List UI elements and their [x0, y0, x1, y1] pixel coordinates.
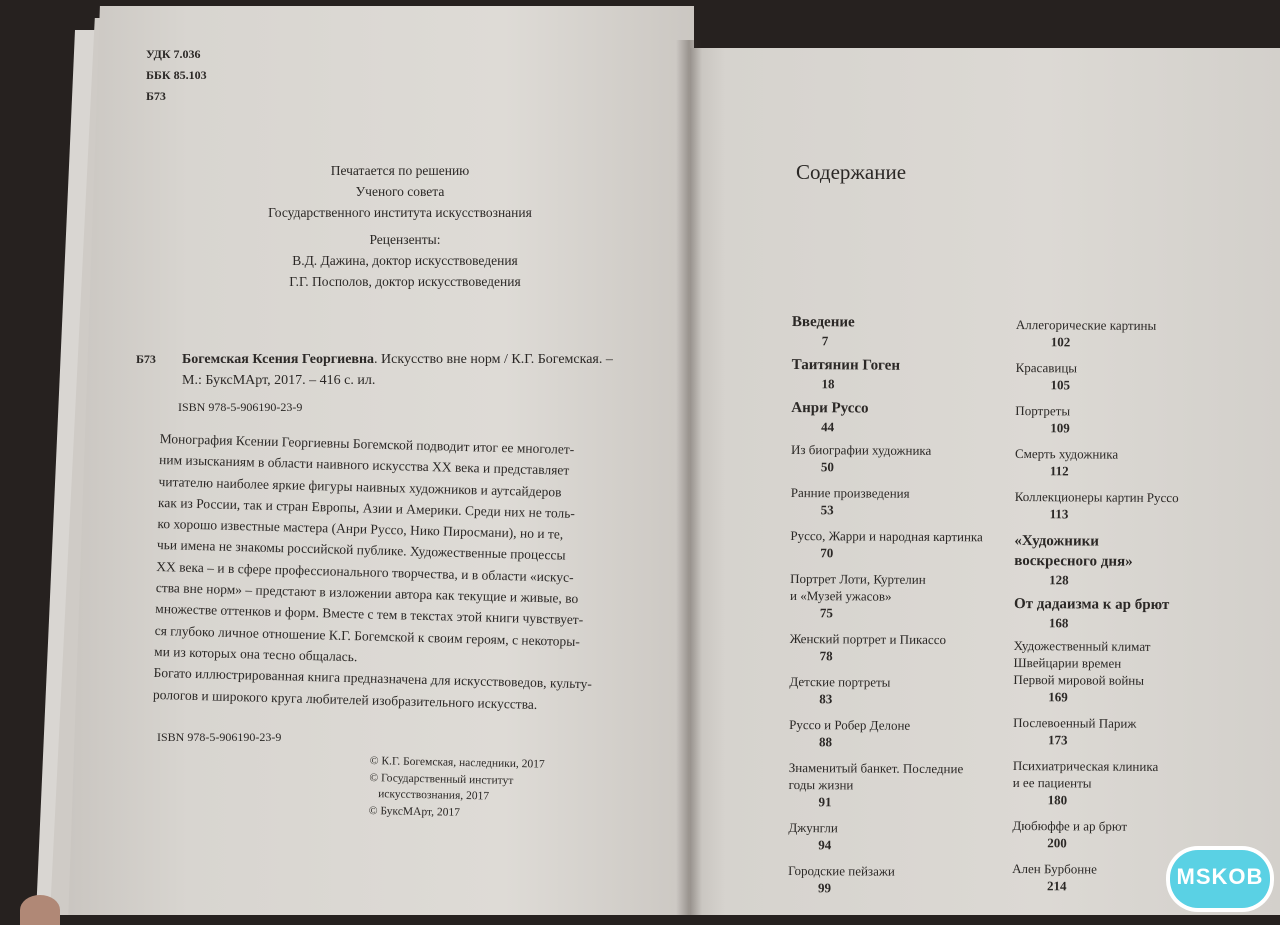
annotation-line: как из России, так и стран Европы, Азии и Америки. Среди них не толь- — [157, 494, 576, 521]
classification-codes — [146, 44, 207, 107]
reviewers-block — [240, 229, 570, 292]
toc-entry — [1012, 860, 1097, 895]
author-sign: Б73 — [146, 89, 166, 103]
toc-entry — [791, 398, 868, 436]
toc-entry — [1015, 359, 1077, 393]
toc-entry-label: Красавицы — [1015, 359, 1078, 376]
annotation-line: ства вне норм» – предстают в изложении автора как текущие и живые, во — [155, 580, 579, 607]
reviewer-line: Г.Г. Посполов, доктор искусствоведения — [289, 274, 521, 289]
toc-entry-label: Портрет Лоти, Куртелин — [790, 570, 926, 587]
approval-note — [250, 160, 550, 223]
toc-entry — [1015, 402, 1070, 436]
watermark-badge — [1170, 850, 1270, 908]
toc-entry-page: 169 — [1048, 689, 1068, 705]
toc-entry-page: 44 — [821, 419, 835, 435]
toc-entry-page: 109 — [1050, 420, 1070, 436]
toc-entry-page: 53 — [820, 502, 834, 518]
toc-entry-page: 94 — [818, 837, 832, 853]
toc-entry — [789, 673, 890, 708]
toc-entry — [1015, 488, 1179, 523]
toc-entry — [792, 312, 855, 349]
toc-entry-page: 50 — [820, 459, 834, 475]
toc-entry-label: Руссо, Жарри и народная картинка — [790, 527, 983, 545]
toc-entry-page: 91 — [818, 794, 832, 810]
toc-entry-page: 168 — [1048, 615, 1069, 631]
toc-entry-page: 99 — [817, 880, 832, 896]
toc-entry-page: 180 — [1047, 792, 1068, 808]
toc-entry-label: Женский портрет и Пикассо — [789, 630, 947, 648]
copyright-line: © БуксМАрт, 2017 — [368, 804, 461, 819]
toc-entry-label: и «Музей ужасов» — [789, 587, 892, 604]
toc-entry-page: 128 — [1049, 572, 1069, 588]
toc-entry — [1015, 445, 1118, 480]
toc-entry-page: 113 — [1049, 506, 1069, 522]
toc-entry-label: и ее пациенты — [1012, 774, 1092, 791]
annotation — [153, 428, 598, 716]
approval-line: Государственного института искусствознания — [268, 205, 532, 220]
toc-entry — [791, 484, 910, 519]
toc-entry — [1014, 594, 1170, 632]
reviewers-title: Рецензенты: — [369, 232, 441, 247]
annotation-line: рологов и широкого круга любителей изобразительного искусства. — [152, 686, 538, 712]
toc-entry-label: Джунгли — [788, 819, 838, 836]
bibliographic-record — [182, 349, 613, 391]
isbn-bottom: ISBN 978-5-906190-23-9 — [157, 730, 282, 744]
toc-entry-label: Ранние произведения — [790, 484, 910, 501]
annotation-line: множестве оттенков и форм. Вместе с тем в текстах этой книги чувствует- — [155, 601, 584, 628]
toc-entry — [790, 527, 983, 562]
copyright-line: искусствознания, 2017 — [378, 788, 490, 803]
toc-entry-label: годы жизни — [788, 776, 854, 793]
annotation-line: Богато иллюстрированная книга предназначена для искусствоведов, культу- — [153, 665, 593, 692]
toc-entry-page: 112 — [1049, 463, 1069, 479]
toc-entry — [1012, 817, 1127, 852]
toc-entry-page: 105 — [1050, 377, 1071, 393]
toc-entry-label: Первой мировой войны — [1013, 671, 1145, 688]
toc-entry-label: Портреты — [1015, 402, 1071, 419]
thumb — [20, 895, 60, 925]
toc-entry-page: 70 — [820, 545, 834, 561]
biblio-author: Богемская Ксения Георгиевна — [182, 352, 375, 367]
toc-entry-label: Таитянин Гоген — [791, 356, 901, 374]
toc-entry — [1013, 637, 1150, 706]
toc-entry — [791, 441, 932, 476]
copyright-line: © К.Г. Богемская, наследники, 2017 — [369, 754, 545, 771]
toc-entry-label: «Художники — [1014, 532, 1099, 550]
annotation-line: XX века – и в сфере профессионального творчества, и в области «искус- — [156, 558, 574, 585]
toc-title: Содержание — [796, 160, 907, 184]
toc-entry-label: Ален Бурбонне — [1012, 860, 1097, 877]
toc-entry-label: Смерть художника — [1014, 445, 1119, 462]
toc-entry — [790, 570, 926, 622]
toc-entry-label: Знаменитый банкет. Последние — [788, 759, 964, 777]
toc-entry — [1016, 316, 1157, 351]
toc-entry-page: 78 — [819, 648, 833, 664]
toc-entry-label: Психиатрическая клиника — [1012, 757, 1159, 775]
copyright-line: © Государственный институт — [369, 771, 514, 787]
bbk-code: ББК 85.103 — [146, 68, 207, 82]
toc-entry-page: 200 — [1047, 835, 1067, 851]
toc-entry-label: Из биографии художника — [790, 441, 932, 458]
annotation-line: чьи имена не знакомы российской публике. Художественные процессы — [156, 537, 566, 564]
toc-entry — [789, 759, 964, 811]
toc-entry-page: 102 — [1050, 334, 1071, 350]
toc-entry-label: Художественный климат — [1013, 637, 1151, 654]
toc-entry — [791, 355, 900, 393]
toc-entry — [790, 630, 947, 665]
toc-entry — [789, 716, 910, 751]
right-page — [690, 48, 1280, 915]
toc-entry — [1014, 531, 1133, 589]
udc-code: УДК 7.036 — [146, 47, 201, 61]
toc-entry — [1013, 757, 1159, 809]
toc-entry-page: 83 — [819, 691, 833, 707]
annotation-line: Монография Ксении Георгиевны Богемской подводит итог ее многолет- — [159, 430, 575, 457]
toc-entry-label: воскресного дня» — [1014, 552, 1133, 570]
watermark-text: MSKOB — [1176, 864, 1264, 889]
annotation-line: ко хорошо известные мастера (Анри Руссо, Нико Пиросмани), но и те, — [157, 516, 564, 542]
approval-line: Ученого совета — [355, 184, 445, 199]
approval-line: Печатается по решению — [330, 163, 470, 178]
reviewer-line: В.Д. Дажина, доктор искусствоведения — [292, 253, 518, 268]
toc-entry-label: Руссо и Робер Делоне — [789, 716, 911, 733]
annotation-line: ми из которых она тесно общалась. — [153, 643, 358, 665]
toc-entry-page: 214 — [1046, 878, 1067, 894]
toc-entry-page: 7 — [821, 333, 829, 349]
toc-entry-page: 75 — [819, 605, 833, 621]
toc-entry — [788, 862, 895, 897]
toc-entry-label: Дюбюффе и ар брют — [1012, 817, 1128, 834]
toc-entry-label: Коллекционеры картин Руссо — [1014, 488, 1179, 506]
biblio-title: . Искусство вне норм / К.Г. Богемская. – — [374, 352, 613, 367]
book-gutter — [676, 40, 702, 915]
toc-entry-label: Городские пейзажи — [788, 862, 895, 879]
toc-entry-label: Аллегорические картины — [1015, 316, 1157, 333]
copyright-block — [369, 753, 545, 823]
toc-entry-label: Анри Руссо — [791, 399, 869, 417]
annotation-line: ся глубоко личное отношение К.Г. Богемской к своим героям, с некоторы- — [154, 622, 581, 649]
annotation-line: читателю наиболее яркие фигуры наивных художников и аутсайдеров — [158, 473, 562, 500]
annotation-line: ним изысканиям в области наивного искусства XX века и представляет — [158, 452, 570, 479]
toc-entry-page: 18 — [821, 376, 835, 392]
biblio-publisher: М.: БуксМАрт, 2017. – 416 с. ил. — [182, 373, 376, 388]
toc-entry-label: Послевоенный Париж — [1013, 714, 1137, 731]
isbn-line: ISBN 978-5-906190-23-9 — [178, 400, 303, 414]
toc-entry — [788, 819, 838, 853]
toc-entry-page: 88 — [818, 734, 833, 750]
biblio-code: Б73 — [136, 352, 156, 366]
toc-entry-page: 173 — [1047, 732, 1068, 748]
toc-entry-label: Введение — [791, 313, 855, 331]
toc-entry-label: Швейцарии времен — [1013, 654, 1122, 671]
toc-entry — [1013, 714, 1136, 749]
toc-entry-label: От дадаизма к ар брют — [1013, 595, 1170, 614]
toc-entry-label: Детские портреты — [789, 673, 891, 690]
